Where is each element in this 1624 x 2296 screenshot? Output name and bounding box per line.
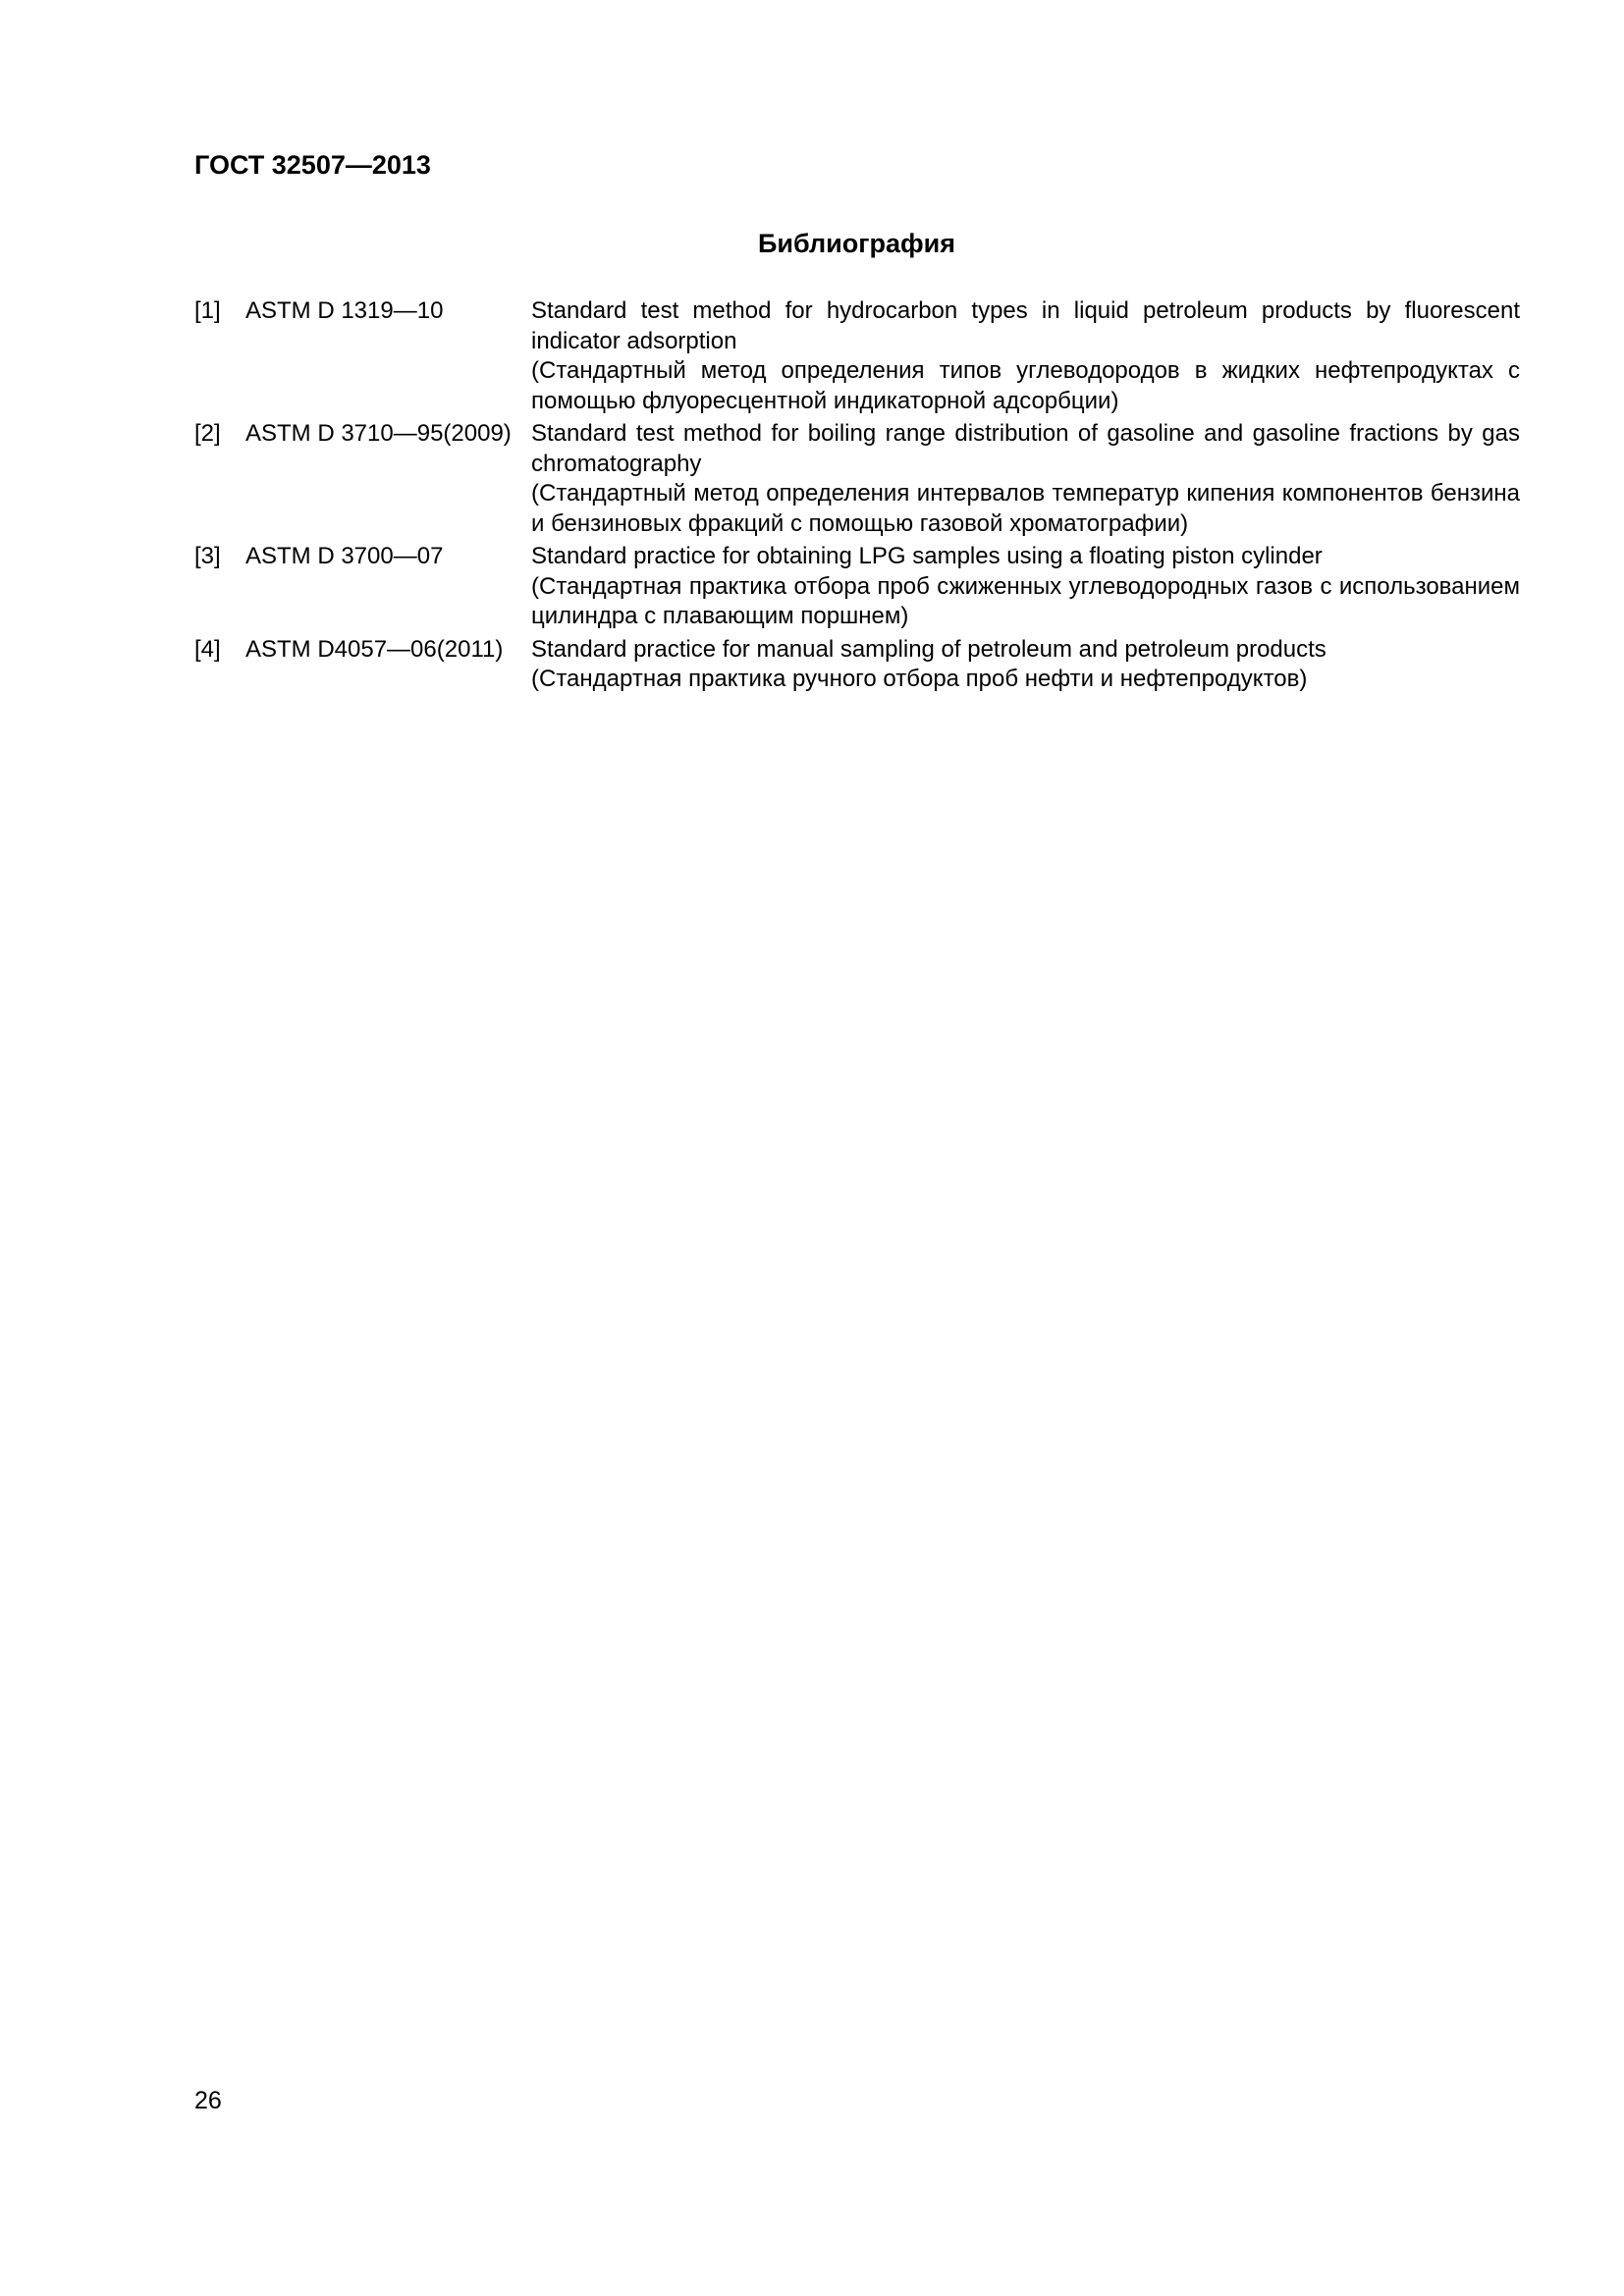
entry-russian-title: (Стандартный метод определения интервалов температур кипения компонентов бензина и бензиновых фракций с помощью газовой хроматографии) (531, 480, 1520, 537)
entry-standard-code: ASTM D 1319—10 (245, 297, 444, 324)
document-code: ГОСТ 32507—2013 (194, 150, 431, 180)
entry-number: [2] (194, 420, 221, 447)
bibliography-entry (194, 296, 1520, 416)
entry-number: [3] (194, 543, 221, 569)
entry-english-title: Standard practice for obtaining LPG samples using a floating piston cylinder (531, 543, 1323, 569)
entry-russian-title: (Стандартная практика ручного отбора проб нефти и нефтепродуктов) (531, 666, 1308, 692)
section-title-bibliography: Библиография (758, 229, 955, 258)
entry-number: [1] (194, 297, 221, 324)
bibliography-entry (194, 542, 1520, 632)
entry-english-title: Standard practice for manual sampling of petroleum and petroleum products (531, 635, 1326, 663)
page-number: 26 (194, 2087, 222, 2114)
entry-standard-code: ASTM D 3700—07 (245, 543, 444, 569)
entry-russian-title: (Стандартная практика отбора проб сжиженных углеводородных газов с использованием цилиндра с плавающим поршнем) (531, 572, 1520, 629)
entry-english-title: Standard test method for hydrocarbon types in liquid petroleum products by fluorescent indicator adsorption (531, 297, 1520, 354)
entry-english-title: Standard test method for boiling range distribution of gasoline and gasoline fractions by gas chromatography (531, 420, 1520, 477)
entry-standard-code: ASTM D 3710—95(2009) (245, 420, 512, 447)
entry-number: [4] (194, 635, 221, 663)
bibliography-entry (194, 419, 1520, 539)
bibliography-list (194, 296, 1520, 698)
entry-standard-code: ASTM D4057—06(2011) (245, 635, 504, 663)
bibliography-entry (194, 635, 1520, 695)
entry-russian-title: (Стандартный метод определения типов углеводородов в жидких нефтепродуктах с помощью флуоресцентной индикаторной адсорбции) (531, 357, 1520, 414)
